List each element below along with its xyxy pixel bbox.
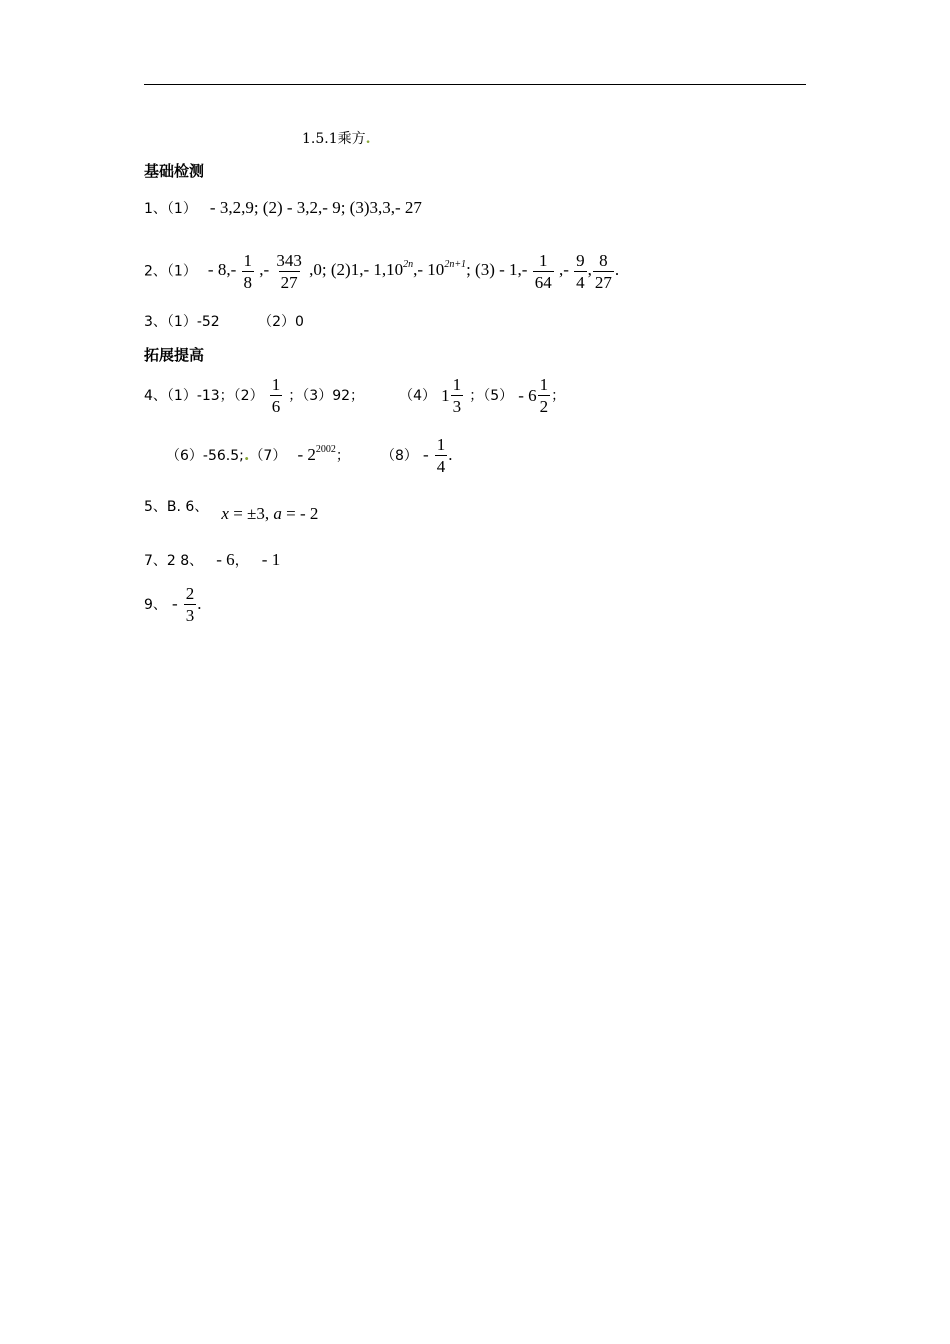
fraction: $\frac{1}{4}$: [436, 435, 446, 476]
question-1-answer: - 3,2,9; (2) - 3,2,- 9; (3)3,3,- 27: [209, 198, 422, 217]
question-5-6: 5、B. 6、 x = ±3, a = - 2: [144, 499, 319, 523]
question-2: 2、（1） - 8,- $\frac{1}{8}$ ,- $\frac{343}{27}$ ,0; (2)1,- $1,10^{2n},-$ $10^{2n+1}$; (3) - 1,- $\frac{1}{64}$ ,- $\frac{9}{4}$ , $\frac{8}{27}$ .: [144, 251, 620, 292]
question-7-8: 7、2 8、 - 6， - 1: [144, 550, 281, 569]
header-rule: [144, 84, 806, 85]
question-2-answer: - 8,- $\frac{1}{8}$ ,- $\frac{343}{27}$ ,0; (2)1,- $1,10^{2n},-$ $10^{2n+1}$; (3) - 1,- $\frac{1}{64}$ ,- $\frac{9}{4}$ , $\frac{8}{27}$ .: [207, 251, 620, 292]
mixed-number: 1 $\frac{1}{3}$: [441, 375, 462, 416]
fraction: $\frac{1}{64}$: [534, 251, 552, 292]
question-4-row-2: （6）-56.5;.（7） - $2^{2002}$； （8） - $\frac{1}{4}$ .: [166, 435, 453, 476]
question-1: [144, 198, 422, 218]
section-heading-extend: 拓展提高: [144, 346, 205, 364]
question-9: 9、 - $\frac{2}{3}$ .: [144, 584, 202, 625]
mixed-number: - 6 $\frac{1}{2}$: [518, 375, 549, 416]
fraction: $\frac{1}{6}$: [271, 375, 281, 416]
fraction: $\frac{8}{27}$: [594, 251, 612, 292]
fraction: $\frac{2}{3}$: [185, 584, 195, 625]
section-heading-basic: 基础检测: [144, 162, 205, 180]
fraction: $\frac{1}{8}$: [243, 251, 252, 292]
fraction: $\frac{9}{4}$: [576, 251, 585, 292]
question-3: 3、（1）-52 （2）0: [144, 314, 304, 330]
question-4-row-1: 4、（1）-13；（2） $\frac{1}{6}$ ；（3）92； （4） 1 $\frac{1}{3}$ ；（5） - 6 $\frac{1}{2}$ ；: [144, 375, 566, 416]
page-title: 1.5.1乘方.: [302, 131, 371, 147]
question-1-label: 1、（1）: [144, 201, 197, 217]
fraction: $\frac{343}{27}$: [276, 251, 302, 292]
